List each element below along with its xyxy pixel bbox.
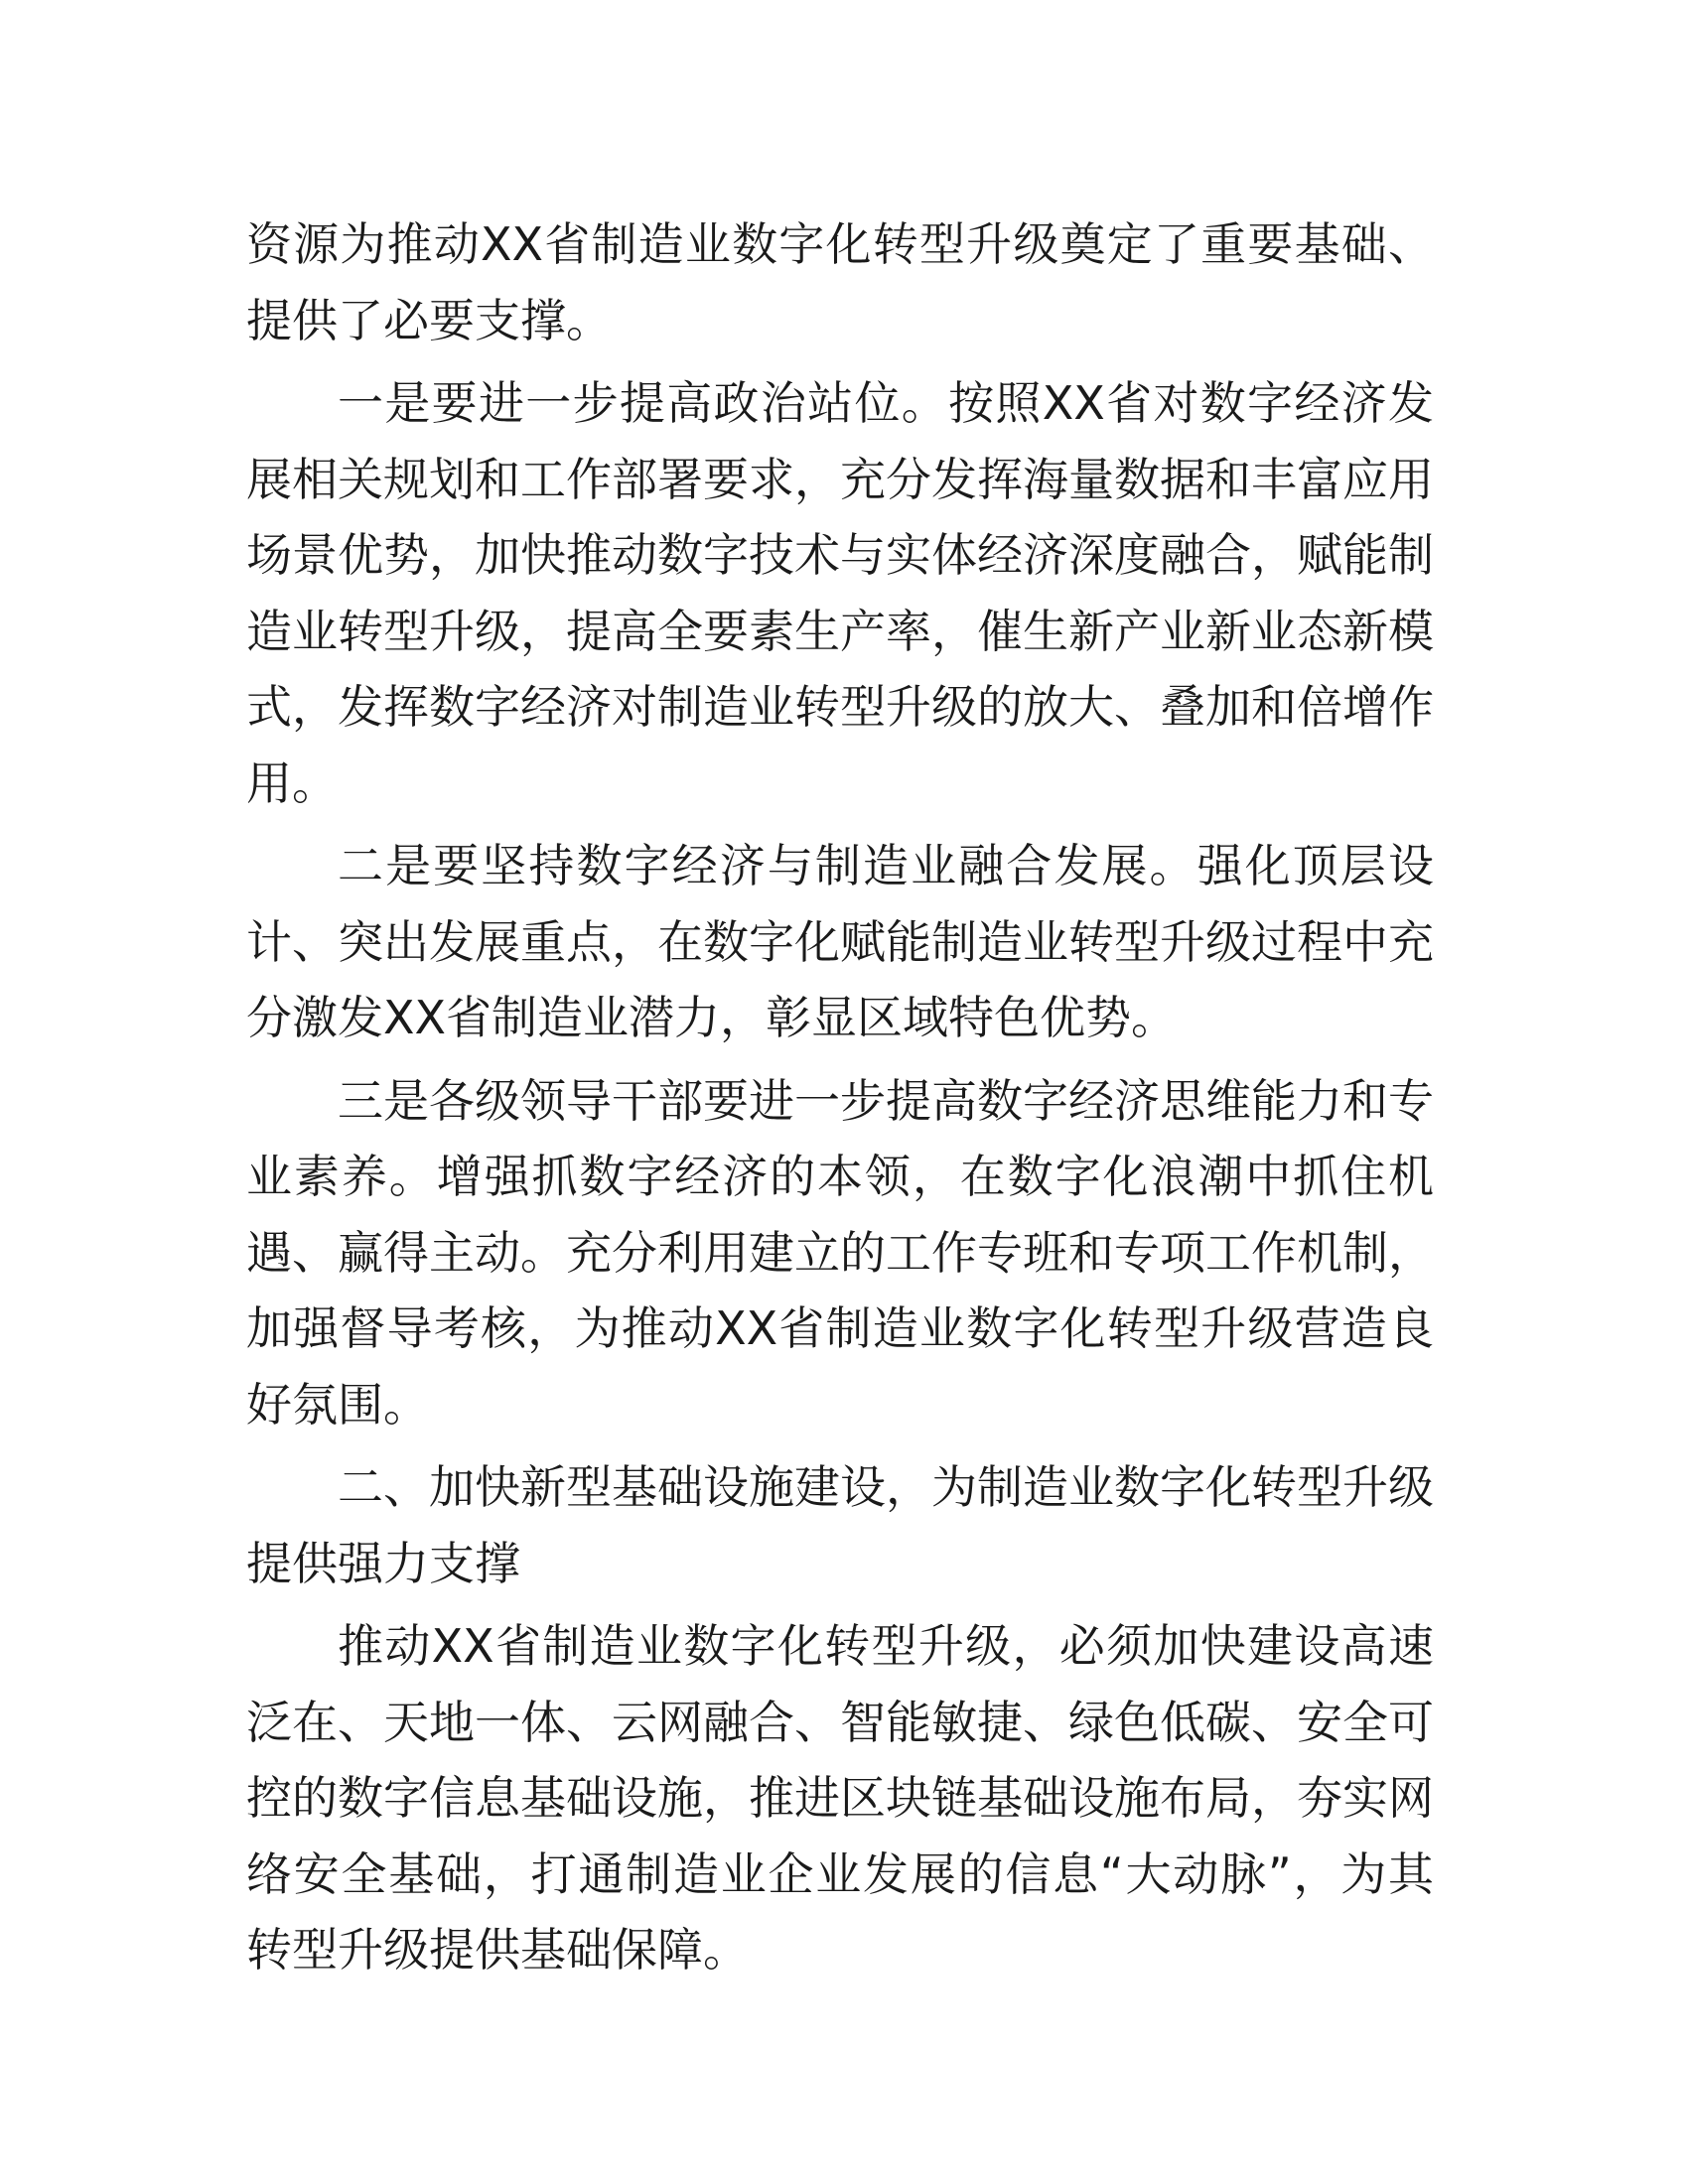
document-body	[246, 206, 1434, 1995]
section-heading-infrastructure: 二、加快新型基础设施建设，为制造业数字化转型升级提供强力支撑	[246, 1460, 1434, 1590]
paragraph-political-stance: 一是要进一步提高政治站位。按照XX省对数字经济发展相关规划和工作部署要求，充分发挥海量数据和丰富应用场景优势，加快推动数字技术与实体经济深度融合，赋能制造业转型升级，提高全要素生产率，催生新产业新业态新模式，发挥数字经济对制造业转型升级的放大、叠加和倍增作用。	[246, 376, 1434, 810]
paragraph-leadership-capability: 三是各级领导干部要进一步提高数字经济思维能力和专业素养。增强抓数字经济的本领，在数字化浪潮中抓住机遇、赢得主动。充分利用建立的工作专班和专项工作机制，加强督导考核，为推动XX省制造业数字化转型升级营造良好氛围。	[246, 1073, 1434, 1432]
paragraph-infrastructure-detail: 推动XX省制造业数字化转型升级，必须加快建设高速泛在、天地一体、云网融合、智能敏捷、绿色低碳、安全可控的数字信息基础设施，推进区块链基础设施布局，夯实网络安全基础，打通制造业企业发展的信息“大动脉”，为其转型升级提供基础保障。	[246, 1619, 1434, 1977]
paragraph-integrated-development: 二是要坚持数字经济与制造业融合发展。强化顶层设计、突出发展重点，在数字化赋能制造业转型升级过程中充分激发XX省制造业潜力，彰显区域特色优势。	[246, 839, 1434, 1044]
paragraph-continuation: 资源为推动XX省制造业数字化转型升级奠定了重要基础、提供了必要支撑。	[246, 217, 1434, 347]
